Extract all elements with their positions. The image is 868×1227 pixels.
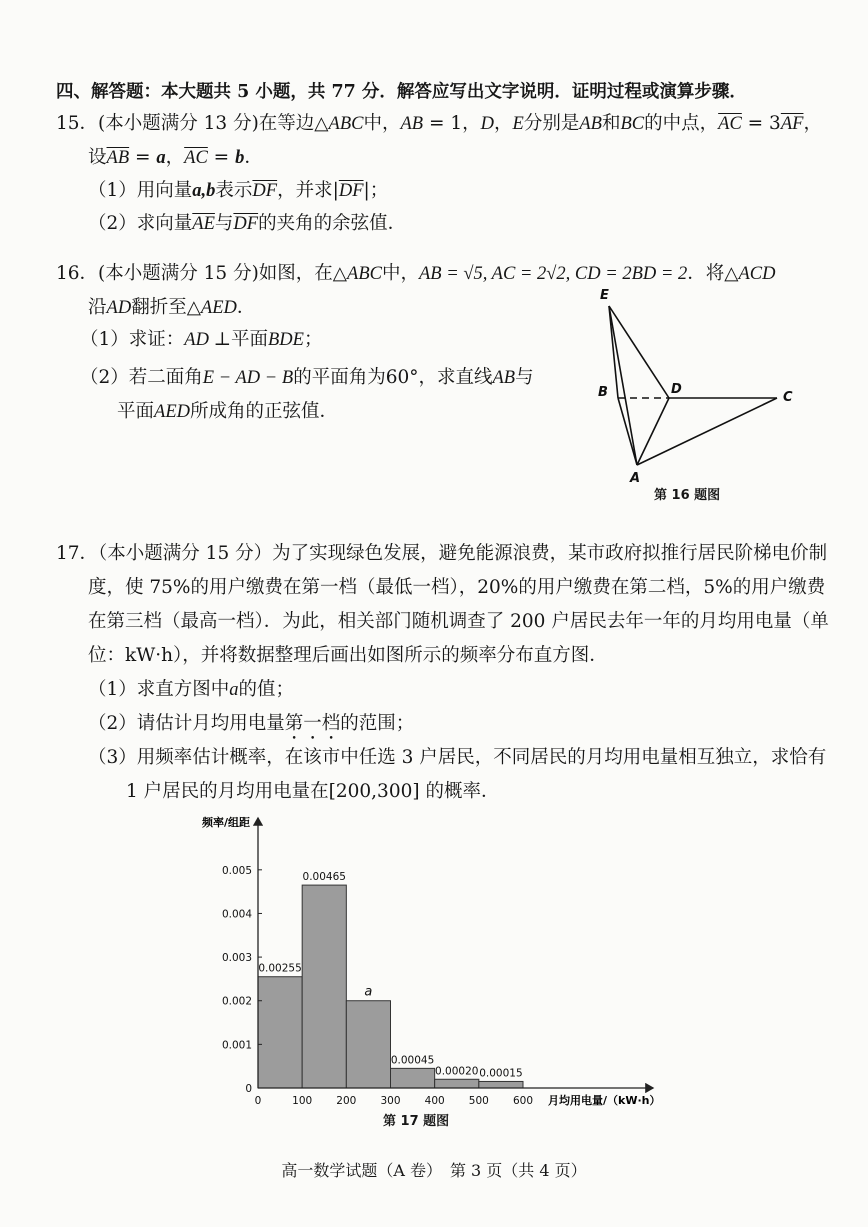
label-e: E xyxy=(600,288,609,303)
y-tick-label: 0.003 xyxy=(221,952,252,965)
q15-bold-vector: b xyxy=(235,148,245,168)
q17-line2: 度，使 75%的用户缴费在第一档（最低一档），20%的用户缴费在第二档，5%的用户缴费 xyxy=(88,577,826,598)
x-tick-label: 300 xyxy=(380,1095,401,1107)
q16-text: 中， xyxy=(381,263,419,284)
y-axis-label: 频率/组距 xyxy=(202,816,251,829)
x-tick-label: 500 xyxy=(468,1095,489,1107)
q15-vector: $\overline{DF}$ xyxy=(252,181,278,201)
q15-part1 xyxy=(88,179,388,203)
q15-text: ， xyxy=(494,113,513,134)
q16-text: 平面 xyxy=(117,401,155,422)
x-tick-label: 600 xyxy=(512,1095,534,1107)
label-d: D xyxy=(671,382,682,397)
q16-part2-cont xyxy=(117,400,338,424)
q16-number: 16． xyxy=(56,263,99,284)
y-tick-label: 0.005 xyxy=(221,864,252,877)
x-tick-label: 400 xyxy=(424,1095,445,1107)
q16-text: 沿 xyxy=(88,297,107,318)
q15-text: ， xyxy=(803,113,822,134)
q15-text: 设 xyxy=(88,147,107,168)
q16-part1 xyxy=(80,328,322,352)
q15-math: BC xyxy=(620,114,645,134)
edge-ed xyxy=(609,306,669,398)
q16-text: 与 xyxy=(515,367,534,388)
q16-math: AB xyxy=(492,368,516,388)
x-axis-label: 月均用电量/（kW·h） xyxy=(548,1094,661,1107)
q16-score: (本小题满分 15 分) xyxy=(98,263,259,284)
q15-text: ，并求| xyxy=(277,180,339,201)
q15-bold-vector: a xyxy=(156,148,166,168)
q15-text: 与 xyxy=(214,213,234,234)
histogram-bar xyxy=(258,977,302,1088)
q16-math: E − AD − B xyxy=(202,368,294,388)
q15-text: （2）求向量 xyxy=(88,213,193,234)
q16-text: 翻折至△ xyxy=(131,297,201,318)
q15-text: 的夹角的余弦值． xyxy=(258,213,407,234)
q15-math: AB xyxy=(400,114,424,134)
label-b: B xyxy=(598,385,608,400)
q17-text: 为了实现绿色发展，避免能源浪费，某市政府拟推行居民阶梯电价制 xyxy=(272,543,828,564)
q16-line2 xyxy=(88,296,255,320)
q15-math: D xyxy=(480,114,495,134)
q15-text: |； xyxy=(363,180,389,201)
q16-text: （1）求证： xyxy=(80,329,185,350)
y-ticks xyxy=(222,865,262,1095)
histogram-bar xyxy=(435,1079,479,1088)
q16-math: AED xyxy=(200,298,237,318)
bar-value-label: a xyxy=(364,984,373,1000)
q16-math: AD ⊥ xyxy=(184,330,231,350)
q15-text: = 3 xyxy=(741,113,781,134)
y-tick-label: 0 xyxy=(245,1083,252,1095)
bar-value-label: 0.00255 xyxy=(258,962,302,975)
q16-text: ．将△ xyxy=(687,263,739,284)
q15-vector: $\overline{AB}$ xyxy=(106,148,130,168)
q16-math: ACD xyxy=(738,264,776,284)
q17-score: （本小题满分 15 分） xyxy=(98,543,273,564)
histogram-bar xyxy=(302,885,346,1088)
y-tick-label: 0.001 xyxy=(221,1039,252,1052)
q16-caption: 第 16 题图 xyxy=(654,488,721,503)
q16-math: BDE xyxy=(267,330,304,350)
histogram-chart xyxy=(190,808,690,1108)
q16-math: ABC xyxy=(347,264,382,284)
bar-value-label: 0.00015 xyxy=(479,1067,523,1080)
edge-ca xyxy=(637,398,777,465)
q15-bold-vector: a xyxy=(192,181,202,201)
q15-text: ， xyxy=(165,147,185,168)
q15-text: 中， xyxy=(363,113,401,134)
q15-line1 xyxy=(56,112,822,136)
q16-text: 所成角的正弦值． xyxy=(189,401,338,422)
q17-part3: （3）用频率估计概率，在该市中任选 3 户居民，不同居民的月均用电量相互独立，求恰有 xyxy=(88,747,827,768)
q17-math: a xyxy=(229,680,239,700)
q17-line4: 位：kW·h），并将数据整理后画出如图所示的频率分布直方图． xyxy=(88,645,608,666)
section-title: 四、解答题：本大题共 5 小题，共 77 分．解答应写出文字说明．证明过程或演算步骤． xyxy=(56,82,747,102)
q17-text: 的值； xyxy=(238,679,295,700)
q15-vector: $\overline{AF}$ xyxy=(780,114,804,134)
q17-part1 xyxy=(88,678,294,702)
q15-number: 15． xyxy=(56,113,99,134)
q16-text: 平面 xyxy=(230,329,268,350)
q15-text: （1）用向量 xyxy=(88,180,193,201)
q15-text: 的中点， xyxy=(644,113,719,134)
y-tick-label: 0.002 xyxy=(221,995,252,1008)
q15-bold-vector: b xyxy=(206,181,216,201)
q15-text: ． xyxy=(244,147,263,168)
q16-figure xyxy=(580,280,820,490)
bar-value-label: 0.00045 xyxy=(390,1054,435,1067)
q17-text: 的范围； xyxy=(340,713,415,734)
q15-score: (本小题满分 13 分) xyxy=(98,113,259,134)
q17-part3-cont: 1 户居民的月均用电量在[200,300] 的概率． xyxy=(126,781,500,802)
q17-part2 xyxy=(88,712,414,744)
q15-vector: $\overline{DF}$ xyxy=(338,181,364,201)
q15-math: E xyxy=(512,114,524,134)
label-c: C xyxy=(783,390,793,405)
q17-caption: 第 17 题图 xyxy=(383,1114,450,1129)
q16-text: 的平面角为60°，求直线 xyxy=(293,367,493,388)
x-tick-label: 100 xyxy=(292,1095,313,1107)
q16-part2 xyxy=(80,366,534,390)
bar-value-label: 0.00020 xyxy=(435,1065,479,1078)
q15-math: ABC xyxy=(328,114,364,134)
q17-emphasis: 第一档 xyxy=(284,713,341,734)
q16-text: 如图，在△ xyxy=(258,263,348,284)
histogram-bar xyxy=(346,1001,390,1088)
q17-text: （1）求直方图中 xyxy=(88,679,230,700)
x-ticks xyxy=(255,1095,533,1107)
q15-vector: $\overline{AE}$ xyxy=(192,214,215,234)
q15-vector: $\overline{AC}$ xyxy=(718,114,742,134)
page-footer: 高一数学试题（A 卷） 第 3 页（共 4 页） xyxy=(281,1161,587,1180)
q15-text: = 1， xyxy=(423,113,481,134)
q15-part2 xyxy=(88,212,406,236)
q15-text: 分别是 xyxy=(523,113,580,134)
q15-text: 在等边△ xyxy=(258,113,329,134)
q17-number: 17． xyxy=(56,543,99,564)
q15-line2 xyxy=(88,146,263,170)
q16-text: ； xyxy=(303,329,323,350)
q16-text: ． xyxy=(236,297,256,318)
label-a: A xyxy=(630,471,641,486)
bar-value-label: 0.00465 xyxy=(302,871,346,884)
x-tick-label: 200 xyxy=(336,1095,357,1107)
q16-text: （2）若二面角 xyxy=(80,367,203,388)
q16-math: AB = √5, AC = 2√2, CD = 2BD = 2 xyxy=(419,264,688,284)
q16-math: AD xyxy=(106,298,132,318)
histogram-bar xyxy=(479,1081,523,1088)
x-tick-label: 0 xyxy=(254,1095,262,1107)
q15-text: 和 xyxy=(601,113,621,134)
q15-text: , xyxy=(201,181,207,201)
q16-math: AED xyxy=(154,402,190,422)
edge-ea xyxy=(609,306,637,465)
edge-da xyxy=(637,398,669,465)
q15-vector: $\overline{DF}$ xyxy=(233,214,259,234)
y-tick-label: 0.004 xyxy=(221,908,252,921)
q17-line1 xyxy=(56,542,827,566)
q15-vector: $\overline{AC}$ xyxy=(184,148,208,168)
histogram-bar xyxy=(391,1068,435,1088)
q15-text: 表示 xyxy=(215,180,253,201)
q15-math: AB xyxy=(579,114,602,134)
q17-line3: 在第三档（最高一档）．为此，相关部门随机调查了 200 户居民去年一年的月均用电量（单 xyxy=(88,611,829,632)
q17-text: （2）请估计月均用电量 xyxy=(88,713,285,734)
q15-text: = xyxy=(129,147,157,168)
q15-text: = xyxy=(207,147,236,168)
